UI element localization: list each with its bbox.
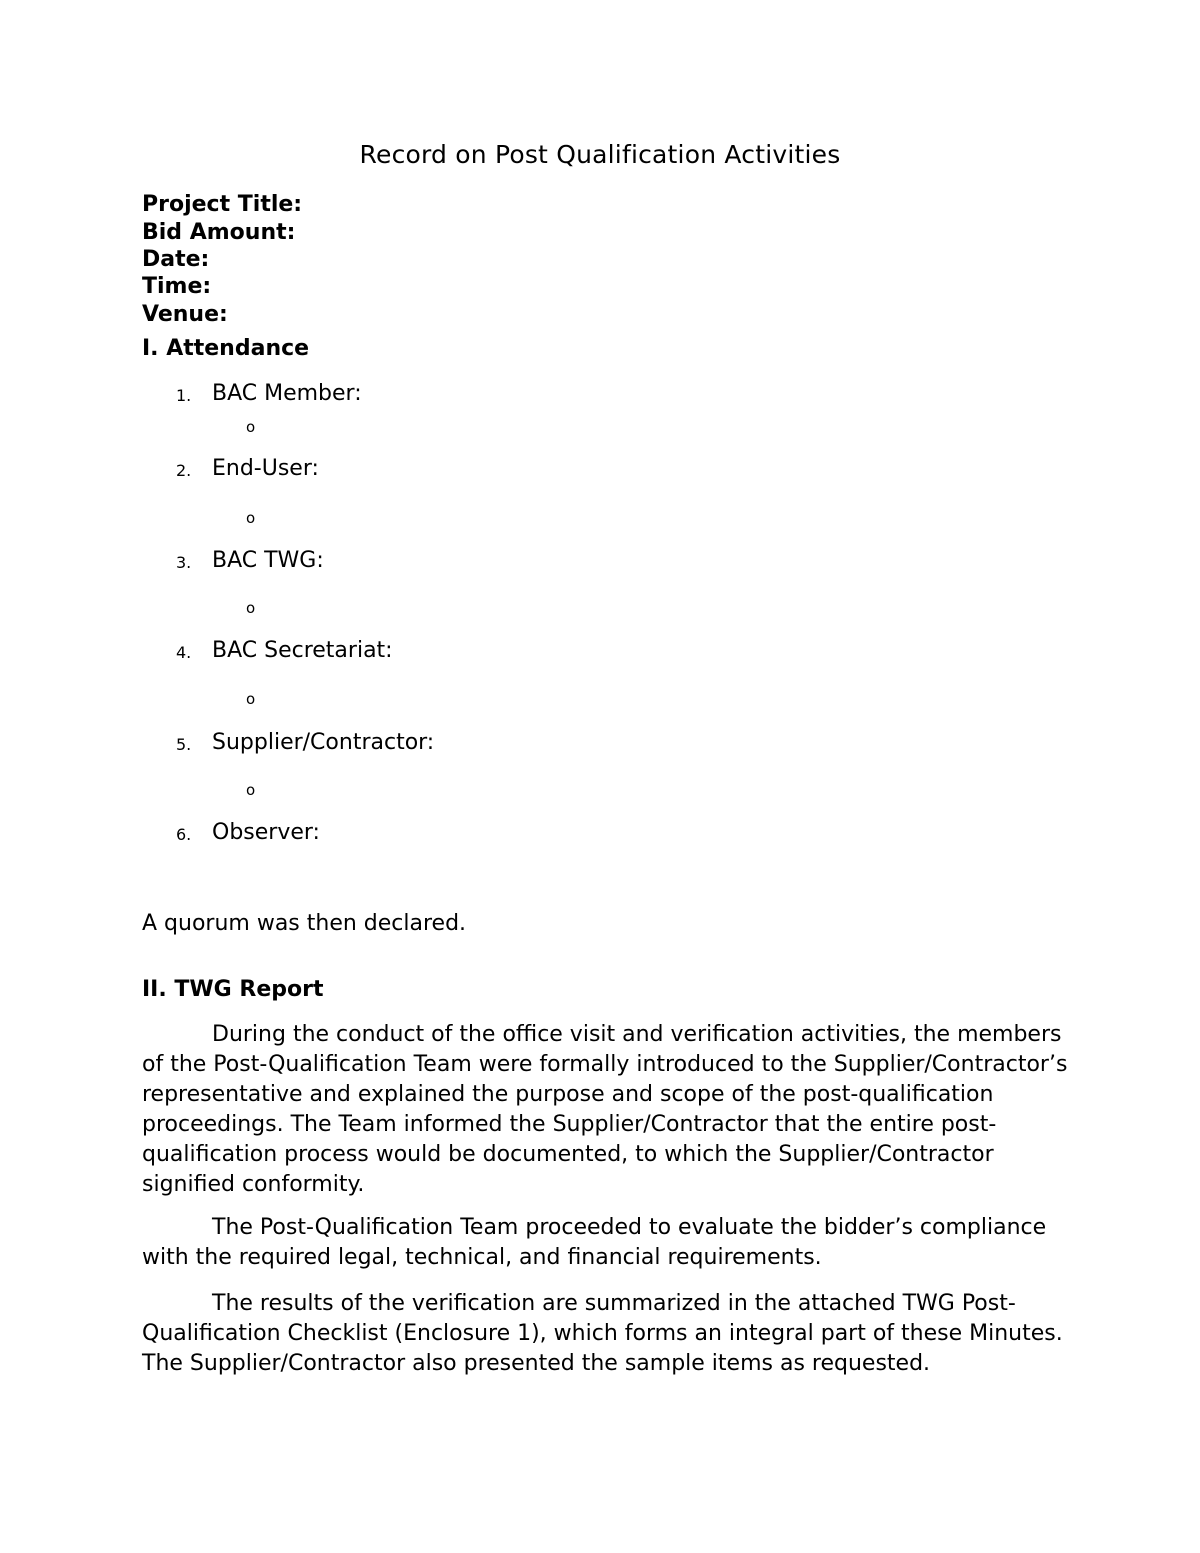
- list-item-bac-member: BAC Member:: [212, 381, 362, 406]
- field-venue: Venue:: [142, 302, 228, 327]
- list-item-number: 3.: [176, 553, 192, 572]
- list-item-end-user: End-User:: [212, 456, 319, 481]
- list-item-bac-secretariat: BAC Secretariat:: [212, 638, 393, 663]
- sub-bullet: o: [246, 418, 256, 436]
- section-twg-report-heading: II. TWG Report: [142, 977, 324, 1002]
- document-title: Record on Post Qualification Activities: [359, 140, 841, 169]
- field-project-title: Project Title:: [142, 192, 303, 217]
- sub-bullet: o: [246, 690, 256, 708]
- list-item-observer: Observer:: [212, 820, 320, 845]
- twg-report-paragraph: During the conduct of the office visit and verification activities, the members of the Post-Qualification Team were formally introduced to the Supplier/Contractor’s representative and explained the purpose and scope of the post-qualification proceedings. The Team informed the Supplier/Contractor that the entire post-qualification process would be documented, to which the Supplier/Contractor signified conformity.: [142, 1022, 1068, 1197]
- list-item-number: 1.: [176, 386, 192, 405]
- list-item-bac-twg: BAC TWG:: [212, 548, 324, 573]
- sub-bullet: o: [246, 509, 256, 527]
- field-time: Time:: [142, 274, 212, 299]
- list-item-number: 6.: [176, 825, 192, 844]
- twg-report-paragraph: The results of the verification are summarized in the attached TWG Post-Qualification Checklist (Enclosure 1), which forms an integral part of these Minutes. The Supplier/Contractor also presented the sample items as requested.: [142, 1291, 1063, 1376]
- field-date: Date:: [142, 247, 210, 272]
- quorum-statement: A quorum was then declared.: [142, 911, 467, 936]
- list-item-number: 4.: [176, 643, 192, 662]
- list-item-number: 2.: [176, 461, 192, 480]
- section-attendance-heading: I. Attendance: [142, 336, 310, 361]
- sub-bullet: o: [246, 599, 256, 617]
- twg-report-paragraph: The Post-Qualification Team proceeded to evaluate the bidder’s compliance with the required legal, technical, and financial requirements.: [142, 1215, 1047, 1270]
- list-item-supplier-contractor: Supplier/Contractor:: [212, 730, 435, 755]
- sub-bullet: o: [246, 781, 256, 799]
- list-item-number: 5.: [176, 735, 192, 754]
- field-bid-amount: Bid Amount:: [142, 220, 296, 245]
